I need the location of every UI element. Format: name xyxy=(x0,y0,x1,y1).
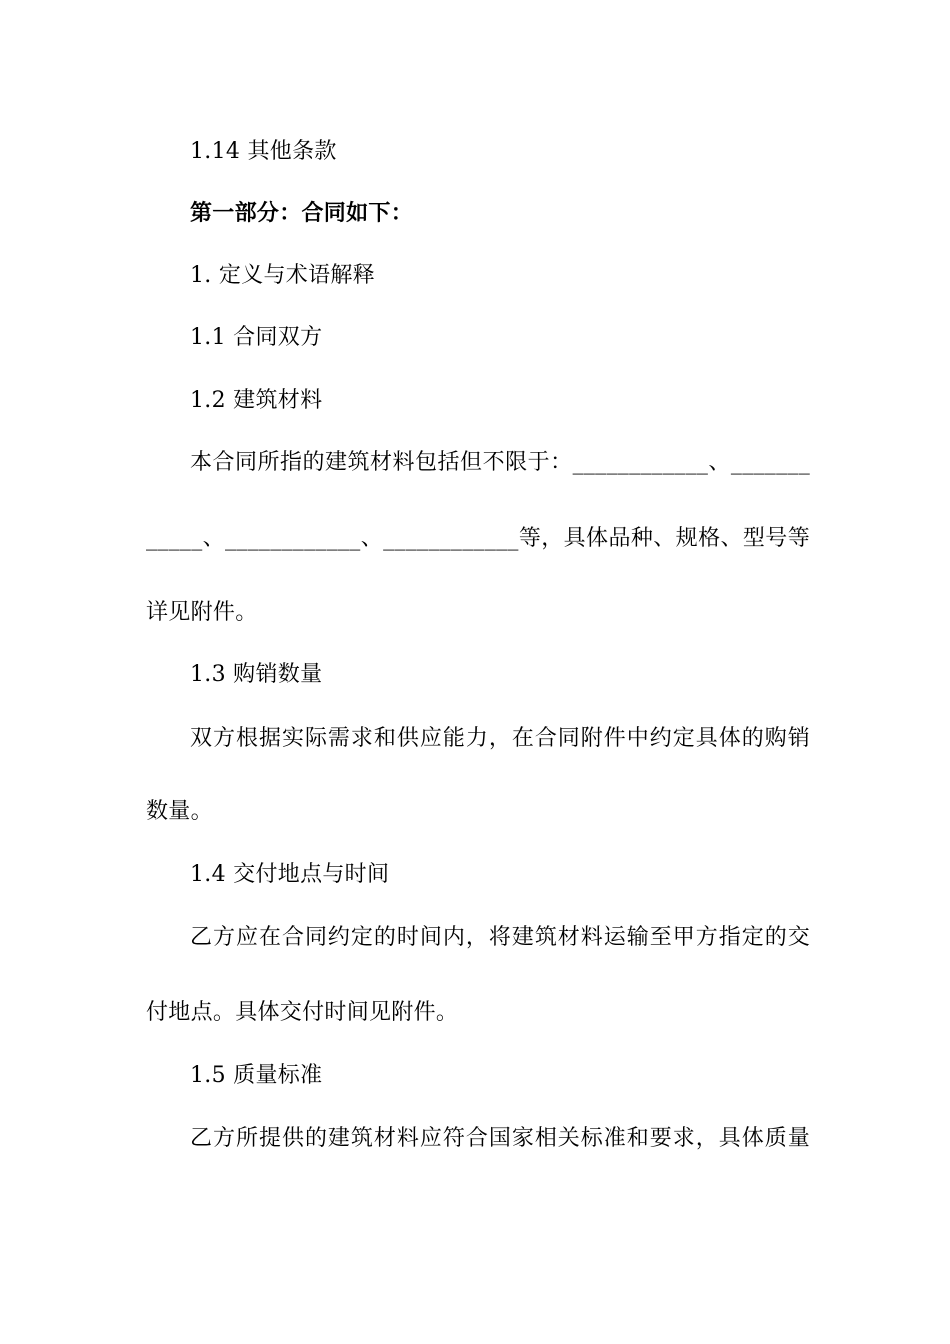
clause-1-2-paragraph-line-2: _____、____________、____________等，具体品种、规格、型号等 xyxy=(146,526,810,551)
clause-1-3-paragraph-line-1: 双方根据实际需求和供应能力，在合同附件中约定具体的购销 xyxy=(190,726,810,751)
clause-1-14-heading: 1.14 其他条款 xyxy=(190,139,337,164)
clause-1-3-heading: 1.3 购销数量 xyxy=(190,662,323,687)
section-1-heading: 1. 定义与术语解释 xyxy=(190,263,375,288)
clause-1-3-paragraph-line-2: 数量。 xyxy=(146,799,213,824)
clause-1-2-paragraph-line-1: 本合同所指的建筑材料包括但不限于：____________、_______ xyxy=(190,450,810,475)
clause-1-5-paragraph-line-1: 乙方所提供的建筑材料应符合国家相关标准和要求，具体质量 xyxy=(190,1126,810,1151)
clause-1-2-paragraph-line-3: 详见附件。 xyxy=(146,600,258,625)
clause-1-4-heading: 1.4 交付地点与时间 xyxy=(190,862,390,887)
clause-1-1-heading: 1.1 合同双方 xyxy=(190,325,323,350)
clause-1-4-paragraph-line-1: 乙方应在合同约定的时间内，将建筑材料运输至甲方指定的交 xyxy=(190,925,810,950)
part-one-heading: 第一部分：合同如下： xyxy=(190,201,414,226)
clause-1-4-paragraph-line-2: 付地点。具体交付时间见附件。 xyxy=(146,1000,459,1025)
clause-1-5-heading: 1.5 质量标准 xyxy=(190,1063,323,1088)
clause-1-2-heading: 1.2 建筑材料 xyxy=(190,388,323,413)
